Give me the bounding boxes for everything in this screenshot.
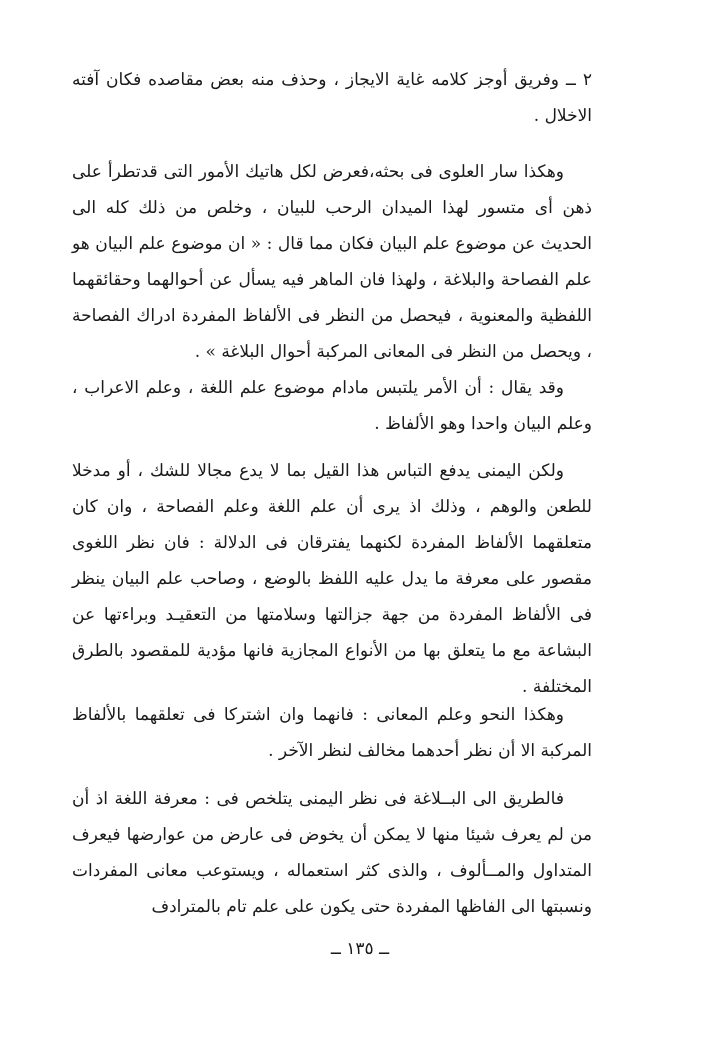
paragraph-text: وهكذا النحو وعلم المعانى : فانهما وان اشتركا فى تعلقهما بالألفاظ المركبة الا أن نظر أحدهما مخالف لنظر الآخر . xyxy=(72,705,592,761)
paragraph-4 xyxy=(72,453,592,705)
paragraph-6 xyxy=(72,781,592,925)
page-number: ــ ١٣٥ ــ xyxy=(330,939,390,959)
paragraph-text: وهكذا سار العلوى فى بحثه،فعرض لكل هاتيك الأمور التى قدتطرأ على ذهن أى متسور لهذا الميدان الرحب للبيان ، وخلص من ذلك كله الى الحديث عن موضوع علم البيان فكان مما قال : « ان موضوع علم البيان هو علم الفصاحة والبلاغة ، ولهذا فان الماهر فيه يسأل عن أحوالهما وحقائقهما اللفظية والمعنوية ، فيحصل من النظر فى الألفاظ المفردة ادراك الفصاحة ، ويحصل من النظر فى المعانى المركبة أحوال البلاغة » . xyxy=(72,162,592,362)
paragraph-text: ٢ ــ وفريق أوجز كلامه غاية الايجاز ، وحذف منه بعض مقاصده فكان آفته الاخلال . xyxy=(72,70,592,126)
paragraph-1 xyxy=(72,62,592,134)
paragraph-5 xyxy=(72,697,592,769)
paragraph-3 xyxy=(72,370,592,442)
paragraph-2 xyxy=(72,154,592,370)
paragraph-text: وقد يقال : أن الأمر يلتبس مادام موضوع علم اللغة ، وعلم الاعراب ، وعلم البيان واحدا وهو الألفاظ . xyxy=(72,378,592,434)
paragraph-text: ولكن اليمنى يدفع التباس هذا القيل بما لا يدع مجالا للشك ، أو مدخلا للطعن والوهم ، وذلك اذ يرى أن علم اللغة وعلم الفصاحة ، وان كان متعلقهما الألفاظ المفردة لكنهما يفترقان فى الدلالة : فان نظر اللغوى مقصور على معرفة ما يدل عليه اللفظ بالوضع ، وصاحب علم البيان ينظر فى الألفاظ المفردة من جهة جزالتها وسلامتها من التعقيـد وبراءتها عن البشاعة مع ما يتعلق بها من الأنواع المجازية فانها مؤدية للمقصود بالطرق المختلفة . xyxy=(72,461,592,697)
paragraph-text: فالطريق الى البــلاغة فى نظر اليمنى يتلخص فى : معرفة اللغة اذ أن من لم يعرف شيئا منها لا يمكن أن يخوض فى عارض من عوارضها فيعرف المتداول والمــألوف ، والذى كثر استعماله ، ويستوعب معانى المفردات ونسبتها الى الفاظها المفردة حتى يكون على علم تام بالمترادف xyxy=(72,789,592,917)
